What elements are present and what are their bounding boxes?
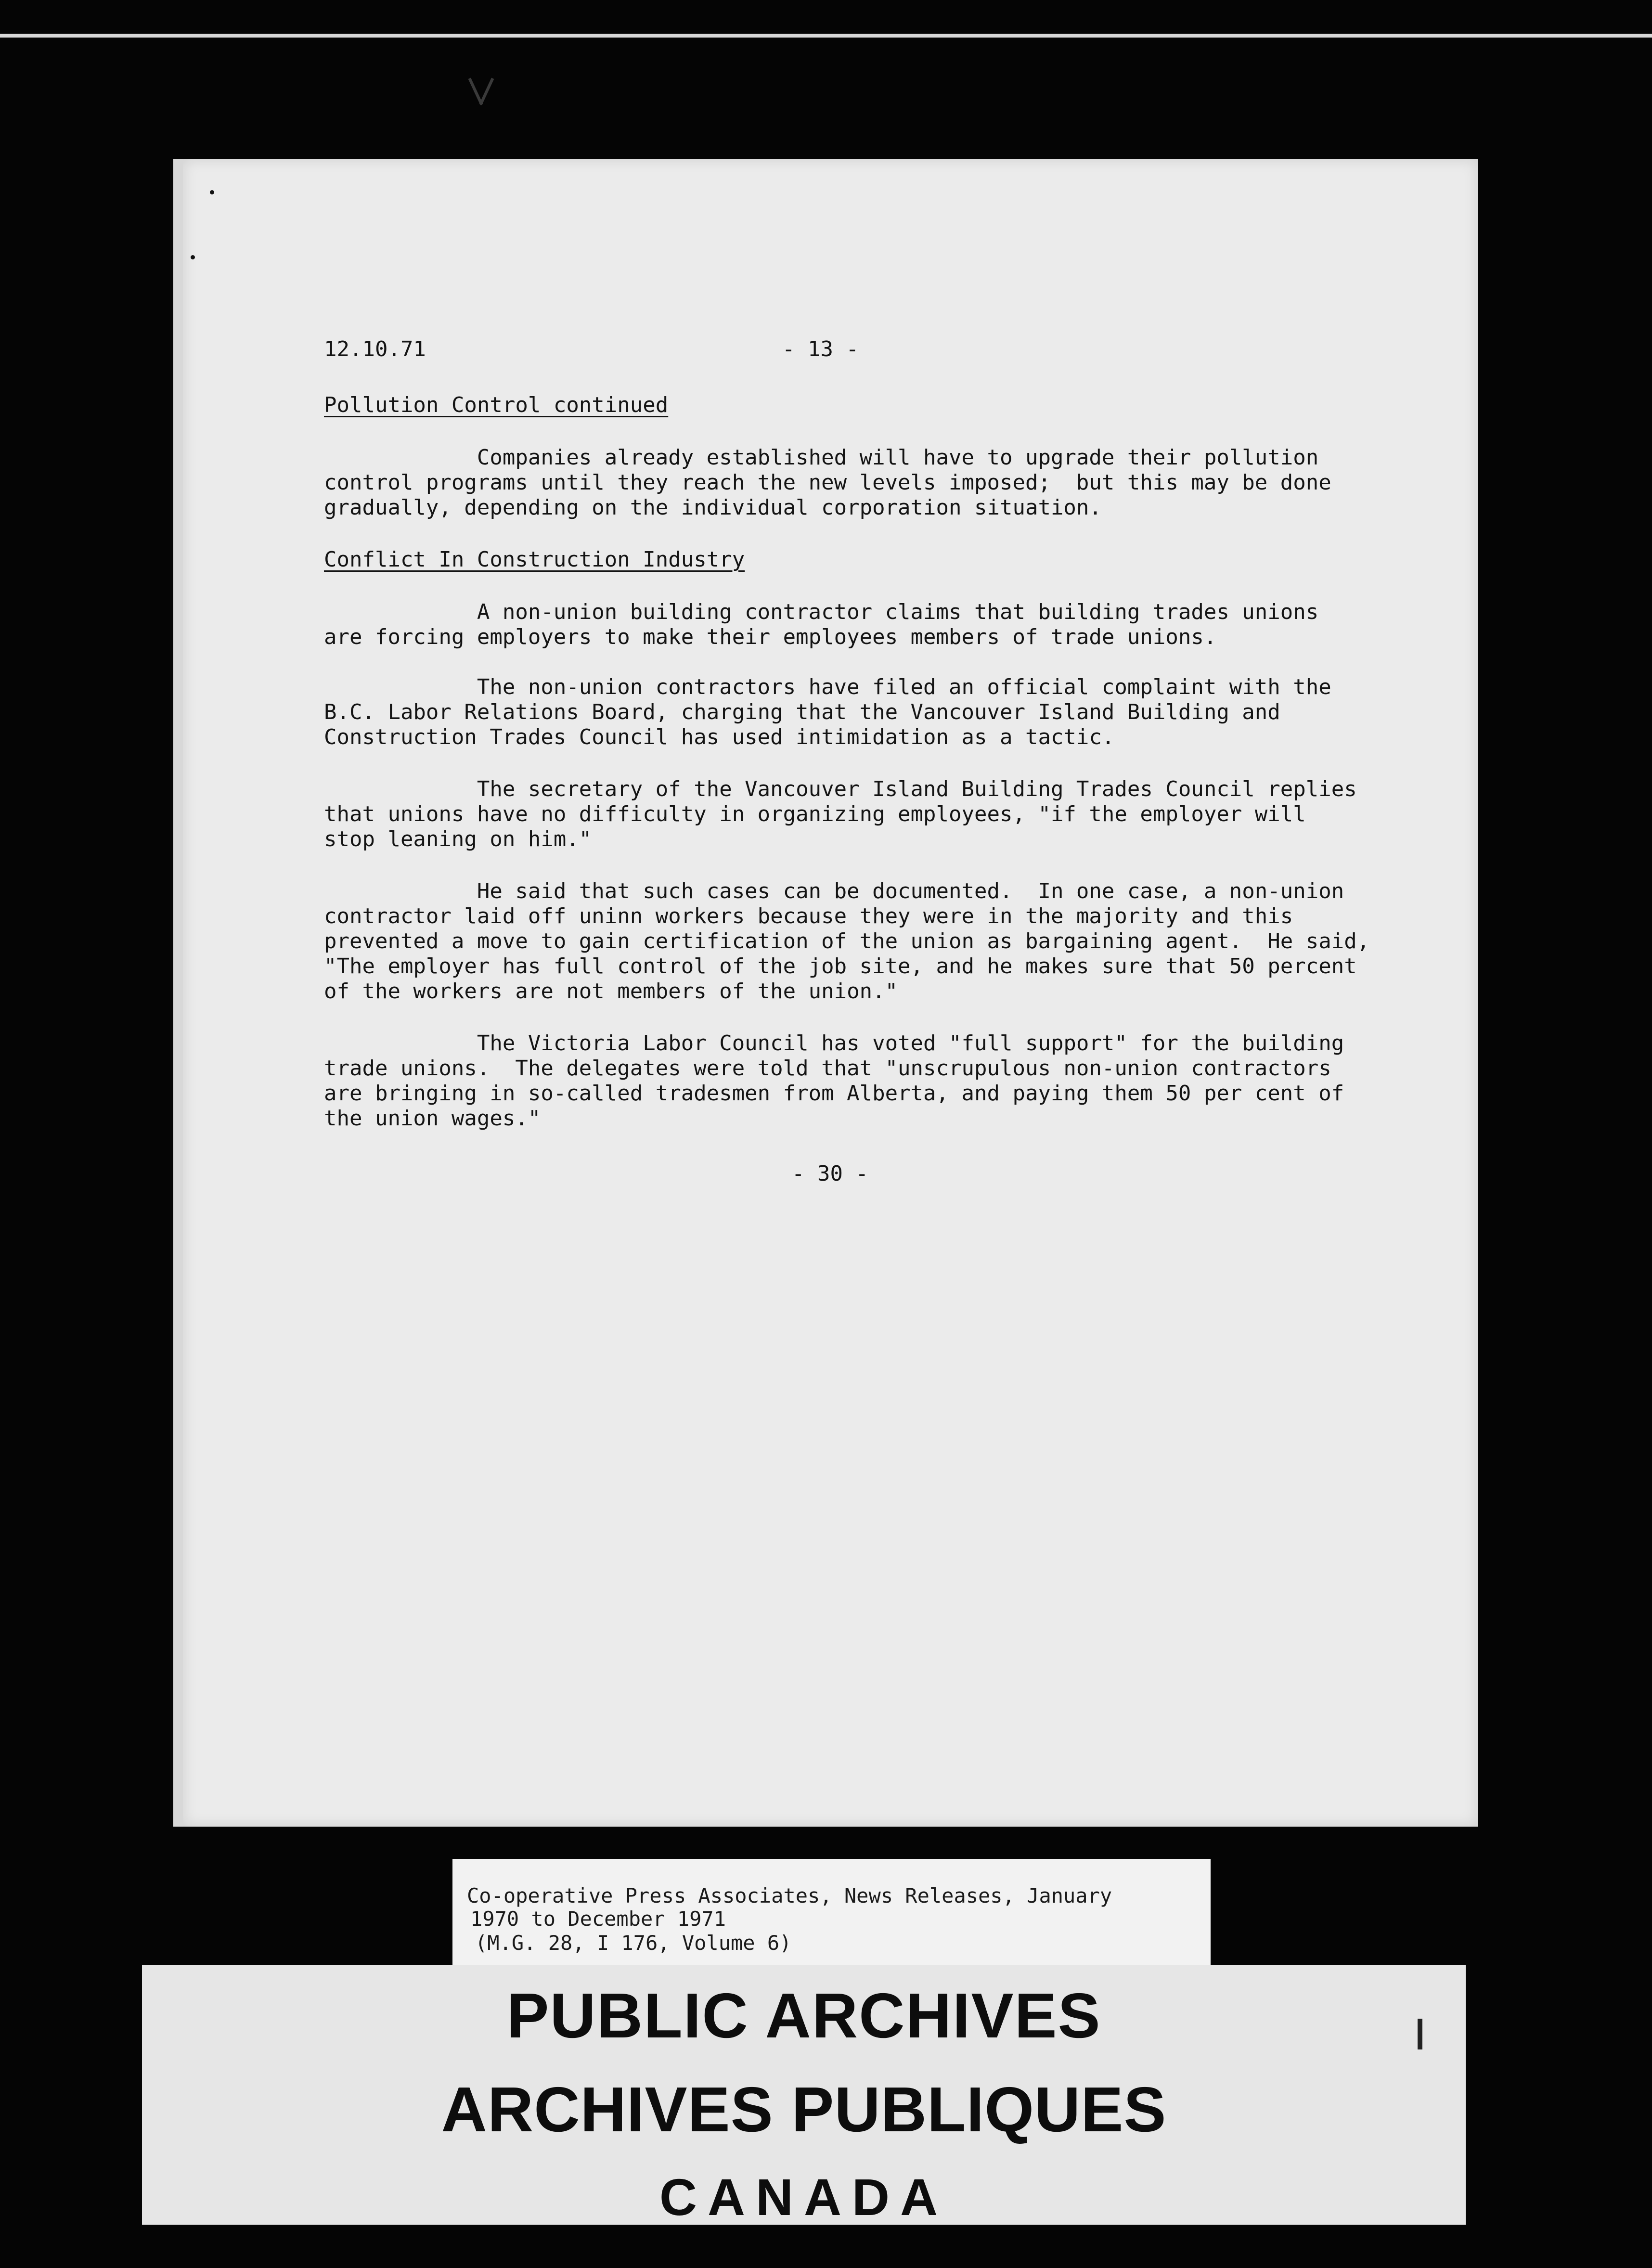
stamp-line: PUBLIC ARCHIVES bbox=[506, 1980, 1101, 2051]
archive-card-line: Co-operative Press Associates, News Releases, January bbox=[467, 1884, 1112, 1907]
paragraph-conflict-5: The Victoria Labor Council has voted "full support" for the building trade unions. The delegates were told that "unscrupulous non-union contractors are bringing in so-called tradesmen from Alberta, and paying them 50 per cent of the union wages." bbox=[324, 1031, 1344, 1131]
film-top-rule bbox=[0, 34, 1652, 38]
archive-card-line: (M.G. 28, I 176, Volume 6) bbox=[475, 1931, 792, 1955]
film-scratch bbox=[479, 78, 494, 105]
archive-reference-card bbox=[452, 1859, 1211, 1965]
paragraph-conflict-4: He said that such cases can be documented. In one case, a non-union contractor laid off uninn workers because they were in the majority and this prevented a move to gain certification of the union as bargaining agent. He said, "The employer has full control of the job site, and he makes sure that 50 percent of the workers are not members of the union." bbox=[324, 879, 1370, 1004]
document-date: 12.10.71 bbox=[324, 337, 426, 361]
paragraph-conflict-3: The secretary of the Vancouver Island Building Trades Council replies that unions have no difficulty in organizing employees, "if the employer will stop leaning on him." bbox=[324, 777, 1357, 851]
archive-card-line: 1970 to December 1971 bbox=[470, 1907, 726, 1931]
paragraph-conflict-1: A non-union building contractor claims that building trades unions are forcing employers to make their employees members of trade unions. bbox=[324, 600, 1319, 649]
stamp-line: ARCHIVES PUBLIQUES bbox=[441, 2074, 1167, 2145]
stamp-line: CANADA bbox=[659, 2168, 948, 2226]
page-number: - 13 - bbox=[782, 337, 859, 361]
stamp-mark bbox=[1418, 2019, 1422, 2049]
page-speck bbox=[210, 190, 214, 194]
end-marker: - 30 - bbox=[792, 1161, 868, 1186]
public-archives-stamp bbox=[142, 1965, 1466, 2225]
section-heading-conflict: Conflict In Construction Industry bbox=[324, 547, 745, 572]
page-speck bbox=[191, 255, 195, 259]
section-heading-pollution: Pollution Control continued bbox=[324, 393, 669, 417]
paragraph-pollution: Companies already established will have to upgrade their pollution control programs until they reach the new levels imposed; but this may be done gradually, depending on the individual corporation situation. bbox=[324, 445, 1331, 520]
paragraph-conflict-2: The non-union contractors have filed an official complaint with the B.C. Labor Relations Board, charging that the Vancouver Island Building and Construction Trades Council has used intimidation as a tactic. bbox=[324, 675, 1331, 749]
